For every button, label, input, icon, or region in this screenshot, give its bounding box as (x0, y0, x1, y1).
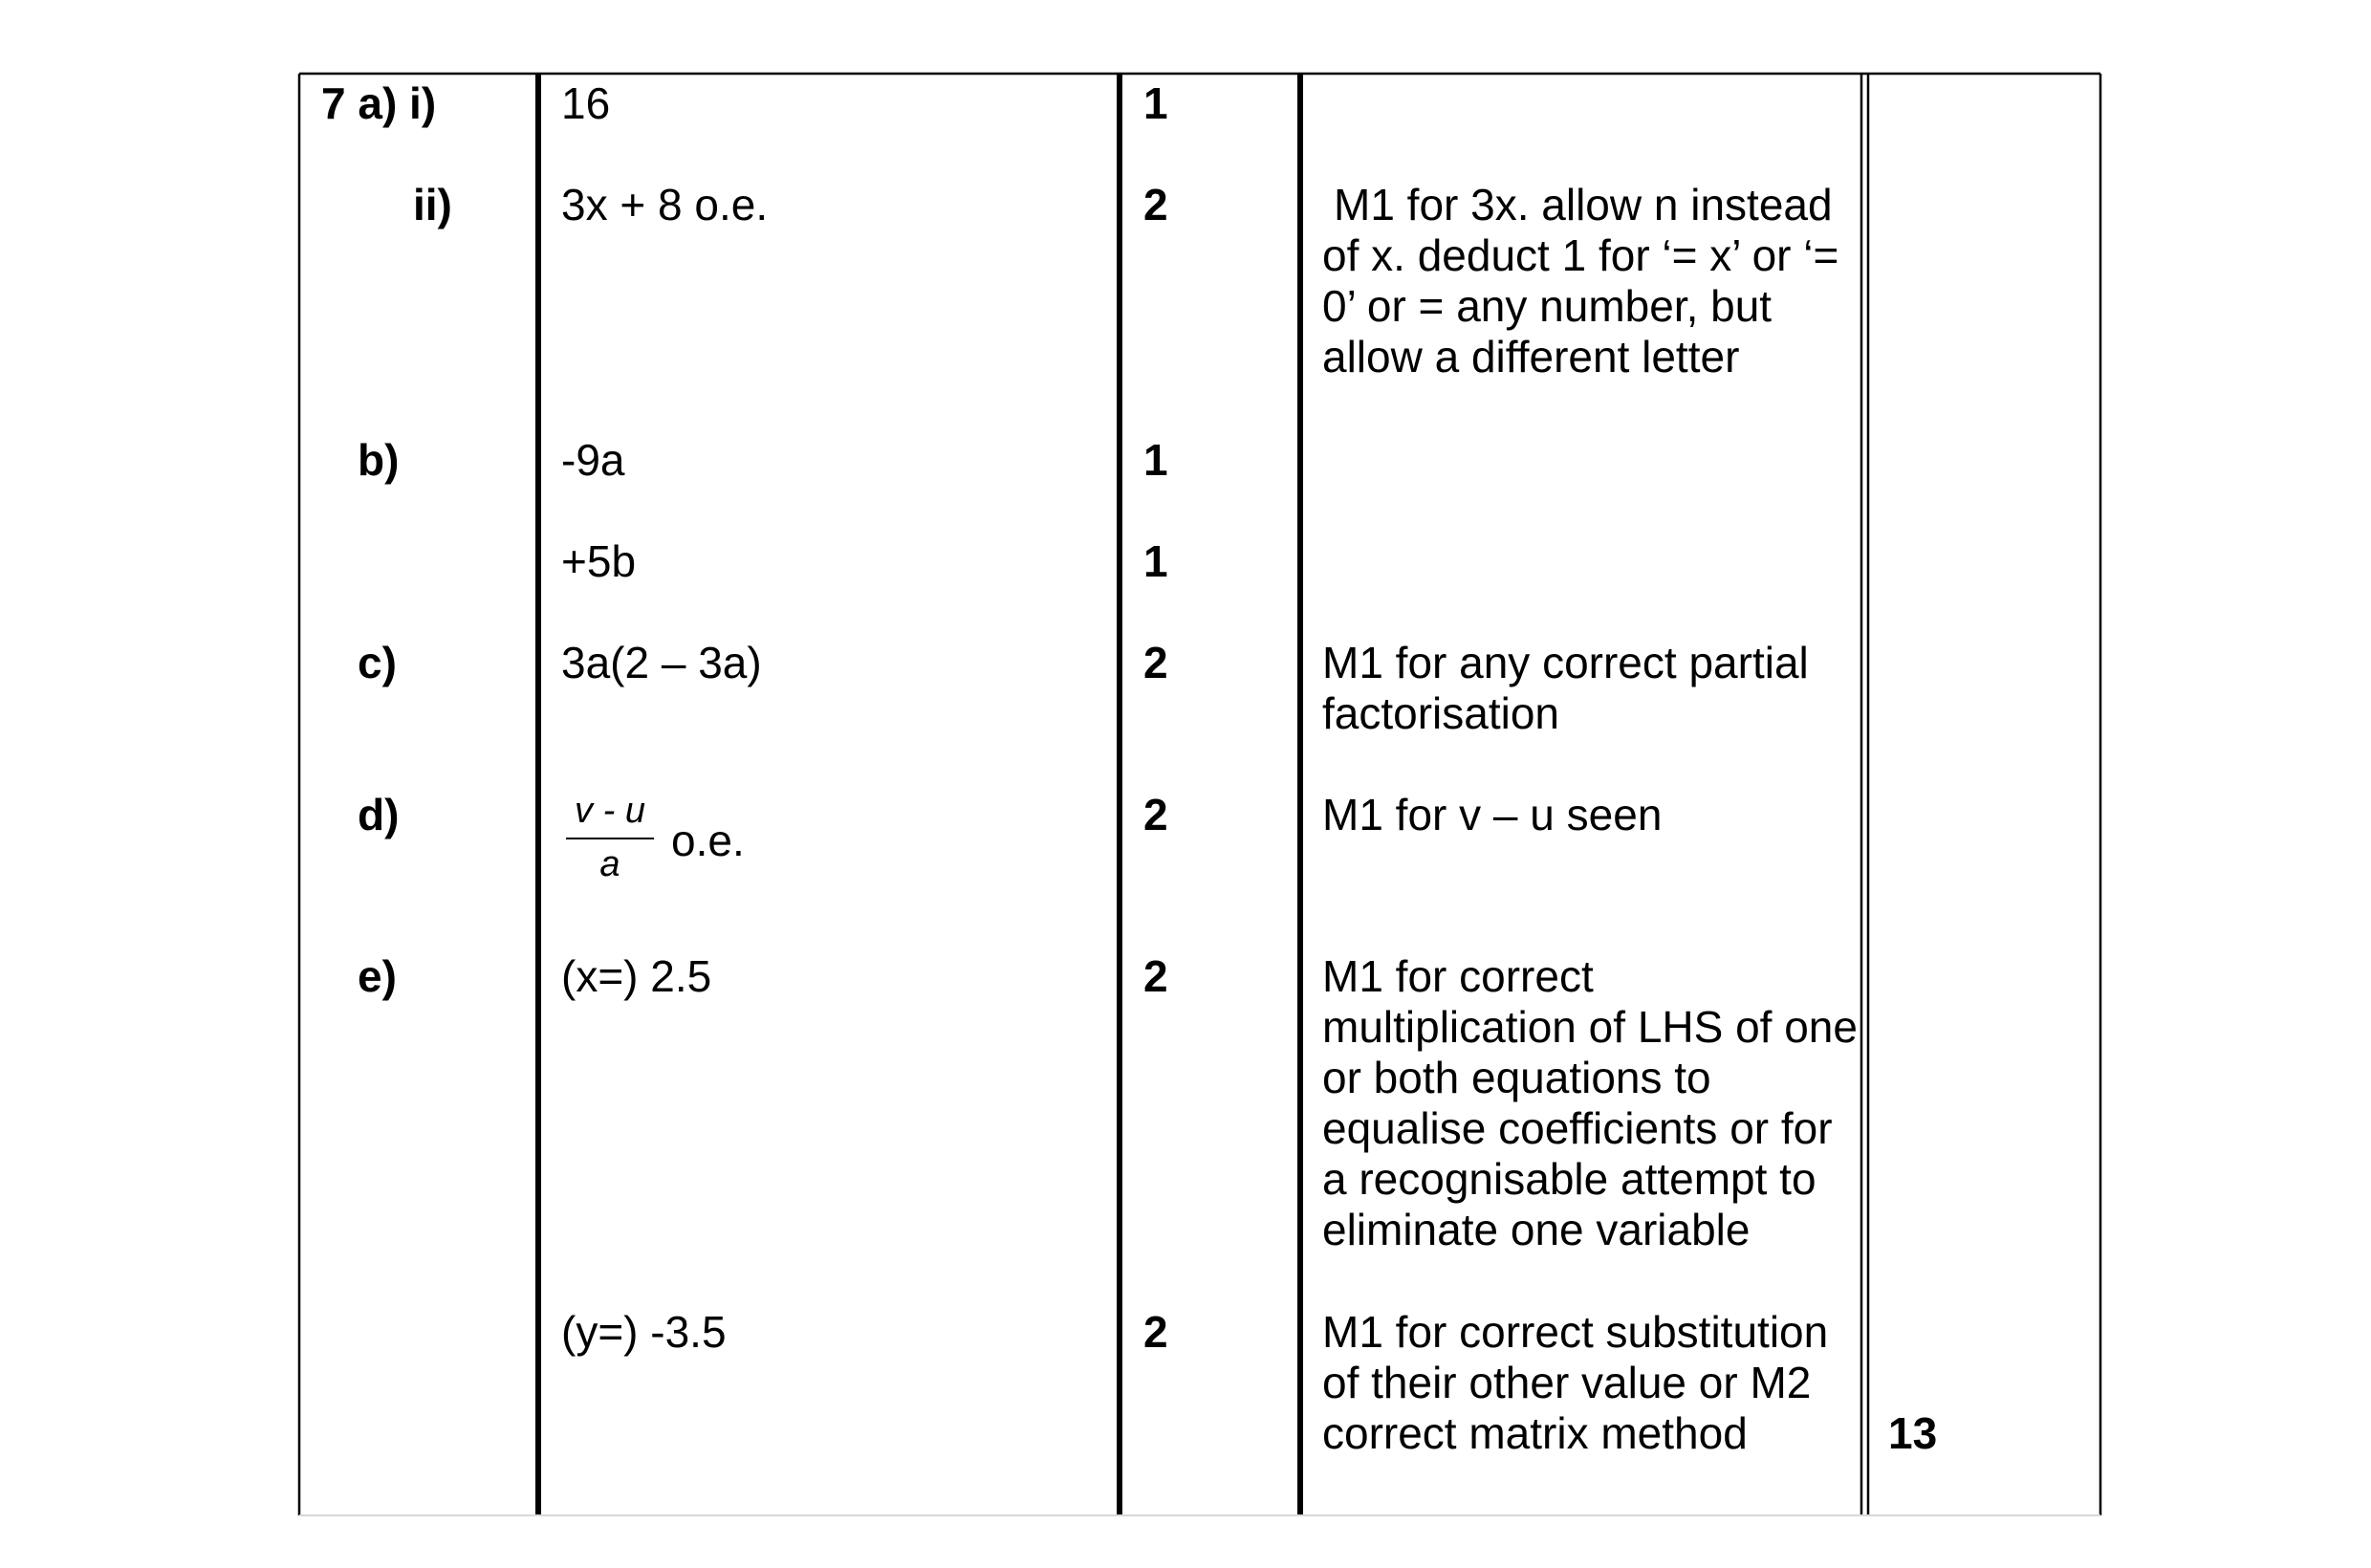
mark-7aii: 2 (1143, 180, 1168, 229)
answer-7c: 3a(2 – 3a) (561, 638, 762, 687)
question-label-7b: b) (358, 435, 400, 485)
mark-7d: 2 (1143, 790, 1168, 839)
answer-7e-y: (y=) -3.5 (561, 1307, 727, 1357)
question-label-7ai: 7 a) i) (321, 78, 437, 128)
fraction-numerator: v - u (566, 790, 654, 839)
answer-7b-part1: -9a (561, 435, 625, 485)
guidance-7d: M1 for v – u seen (1322, 790, 1663, 839)
question-label-7e: e) (358, 951, 397, 1001)
mark-7e-x: 2 (1143, 951, 1168, 1001)
guidance-7e-x: M1 for correct multiplication of LHS of one or both equations to equalise coefficients or for a recognisable attempt to eliminate one variable (1322, 951, 1858, 1254)
answer-7b-part2: +5b (561, 536, 637, 586)
answer-7d-fraction (566, 790, 654, 885)
answer-7d-oe: o.e. (671, 816, 745, 865)
mark-7e-y: 2 (1143, 1307, 1168, 1357)
mark-7c: 2 (1143, 638, 1168, 687)
mark-7b-part2: 1 (1143, 536, 1168, 586)
mark-7ai: 1 (1143, 78, 1168, 128)
question-total-marks: 13 (1888, 1408, 1938, 1458)
question-label-7c: c) (358, 638, 397, 687)
mark-7b-part1: 1 (1143, 435, 1168, 485)
answer-7e-x: (x=) 2.5 (561, 951, 712, 1001)
guidance-7c: M1 for any correct partial factorisation (1322, 638, 1809, 738)
answer-7aii: 3x + 8 o.e. (561, 180, 769, 229)
guidance-7e-y: M1 for correct substitution of their other value or M2 correct matrix method (1322, 1307, 1829, 1458)
question-label-7aii: ii) (413, 180, 452, 229)
fraction-denominator: a (599, 844, 620, 884)
answer-7ai: 16 (561, 78, 611, 128)
question-label-7d: d) (358, 790, 400, 839)
guidance-7aii: M1 for 3x. allow n instead of x. deduct 1 for ‘= x’ or ‘= 0’ or = any number, but allow a different letter (1322, 180, 1839, 381)
